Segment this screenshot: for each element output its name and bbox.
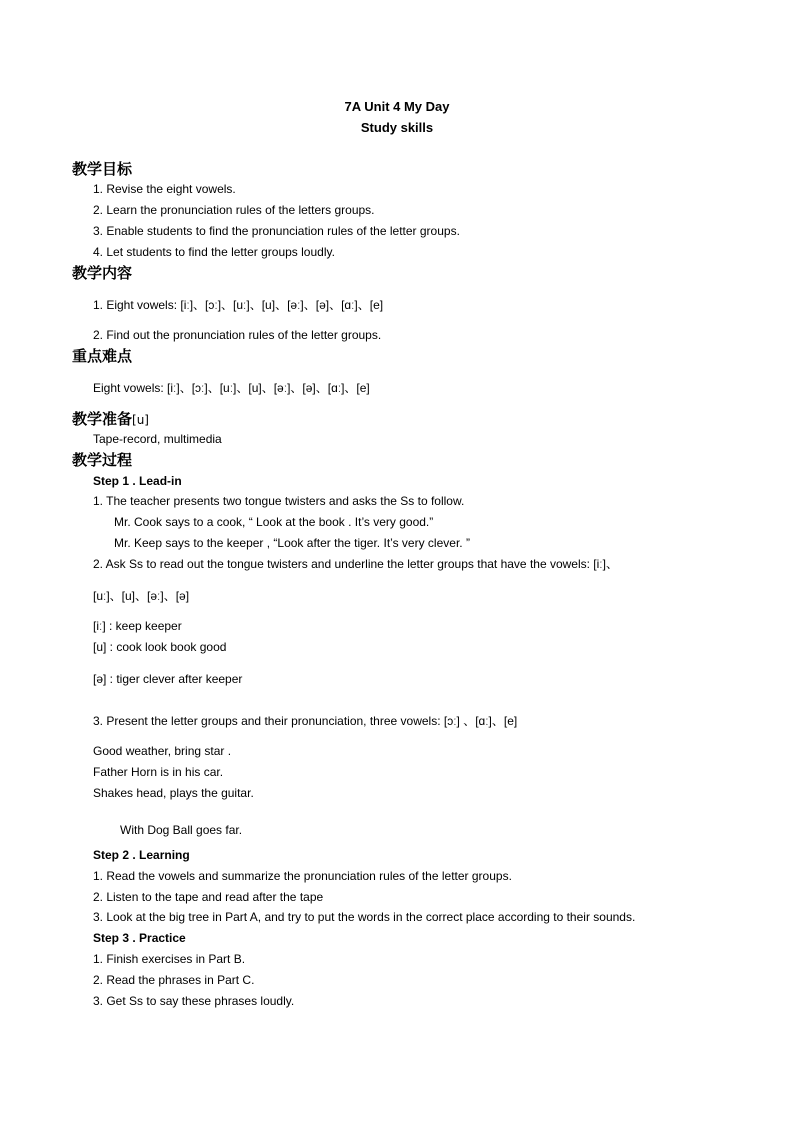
step3-line: 3. Get Ss to say these phrases loudly.: [93, 994, 295, 1008]
content-item: 2. Find out the pronunciation rules of the letter groups.: [93, 328, 382, 342]
step1-line: 2. Ask Ss to read out the tongue twisters and underline the letter groups that have the vowels: [iː]、: [93, 557, 618, 571]
step1-line: Mr. Keep says to the keeper , “Look after the tiger. It’s very clever. ”: [114, 536, 470, 550]
step3-line: 2. Read the phrases in Part C.: [93, 973, 255, 987]
step1-line: 3. Present the letter groups and their pronunciation, three vowels: [ɔː] 、[ɑː]、[e]: [93, 714, 518, 728]
preparation-text: Tape-record, multimedia: [93, 432, 222, 446]
preparation-heading-text: 教学准备: [72, 410, 133, 428]
step3-line: 1. Finish exercises in Part B.: [93, 952, 246, 966]
key-points-heading: 重点难点: [72, 347, 133, 365]
process-heading: 教学过程: [72, 451, 133, 469]
step1-line: 1. The teacher presents two tongue twisters and asks the Ss to follow.: [93, 494, 465, 508]
objectives-heading: 教学目标: [72, 160, 133, 178]
document-subtitle: Study skills: [360, 120, 434, 135]
step1-line: [iː] : keep keeper: [93, 619, 182, 633]
step2-title: Step 2 . Learning: [93, 848, 190, 862]
content-item: 1. Eight vowels: [iː]、[ɔː]、[uː]、[u]、[əː]、[ə]、[ɑː]、[e]: [93, 298, 384, 312]
step1-title: Step 1 . Lead-in: [93, 474, 182, 488]
step1-line: Shakes head, plays the guitar.: [93, 786, 254, 800]
step2-line: 1. Read the vowels and summarize the pronunciation rules of the letter groups.: [93, 869, 512, 883]
preparation-heading-suffix: [u]: [132, 413, 149, 427]
step1-line: Father Horn is in his car.: [93, 765, 224, 779]
step1-line: With Dog Ball goes far.: [120, 823, 243, 837]
step3-title: Step 3 . Practice: [93, 931, 186, 945]
objective-item: 3. Enable students to find the pronunciation rules of the letter groups.: [93, 224, 460, 238]
preparation-heading: [72, 410, 149, 429]
step2-line: 2. Listen to the tape and read after the tape: [93, 890, 324, 904]
key-points-text: Eight vowels: [iː]、[ɔː]、[uː]、[u]、[əː]、[ə]、[ɑː]、[e]: [93, 381, 370, 395]
objective-item: 4. Let students to find the letter groups loudly.: [93, 245, 335, 259]
document-title: 7A Unit 4 My Day: [344, 99, 450, 114]
objective-item: 1. Revise the eight vowels.: [93, 182, 236, 196]
objective-item: 2. Learn the pronunciation rules of the letters groups.: [93, 203, 375, 217]
step1-line: Good weather, bring star .: [93, 744, 232, 758]
step1-line: [u] : cook look book good: [93, 640, 227, 654]
step2-line: 3. Look at the big tree in Part A, and try to put the words in the correct place according to their sounds.: [93, 910, 636, 924]
step1-line: [uː]、[u]、[əː]、[ə]: [93, 589, 190, 603]
step1-line: Mr. Cook says to a cook, “ Look at the book . It’s very good.”: [114, 515, 434, 529]
content-heading: 教学内容: [72, 264, 133, 282]
step1-line: [ə] : tiger clever after keeper: [93, 672, 243, 686]
